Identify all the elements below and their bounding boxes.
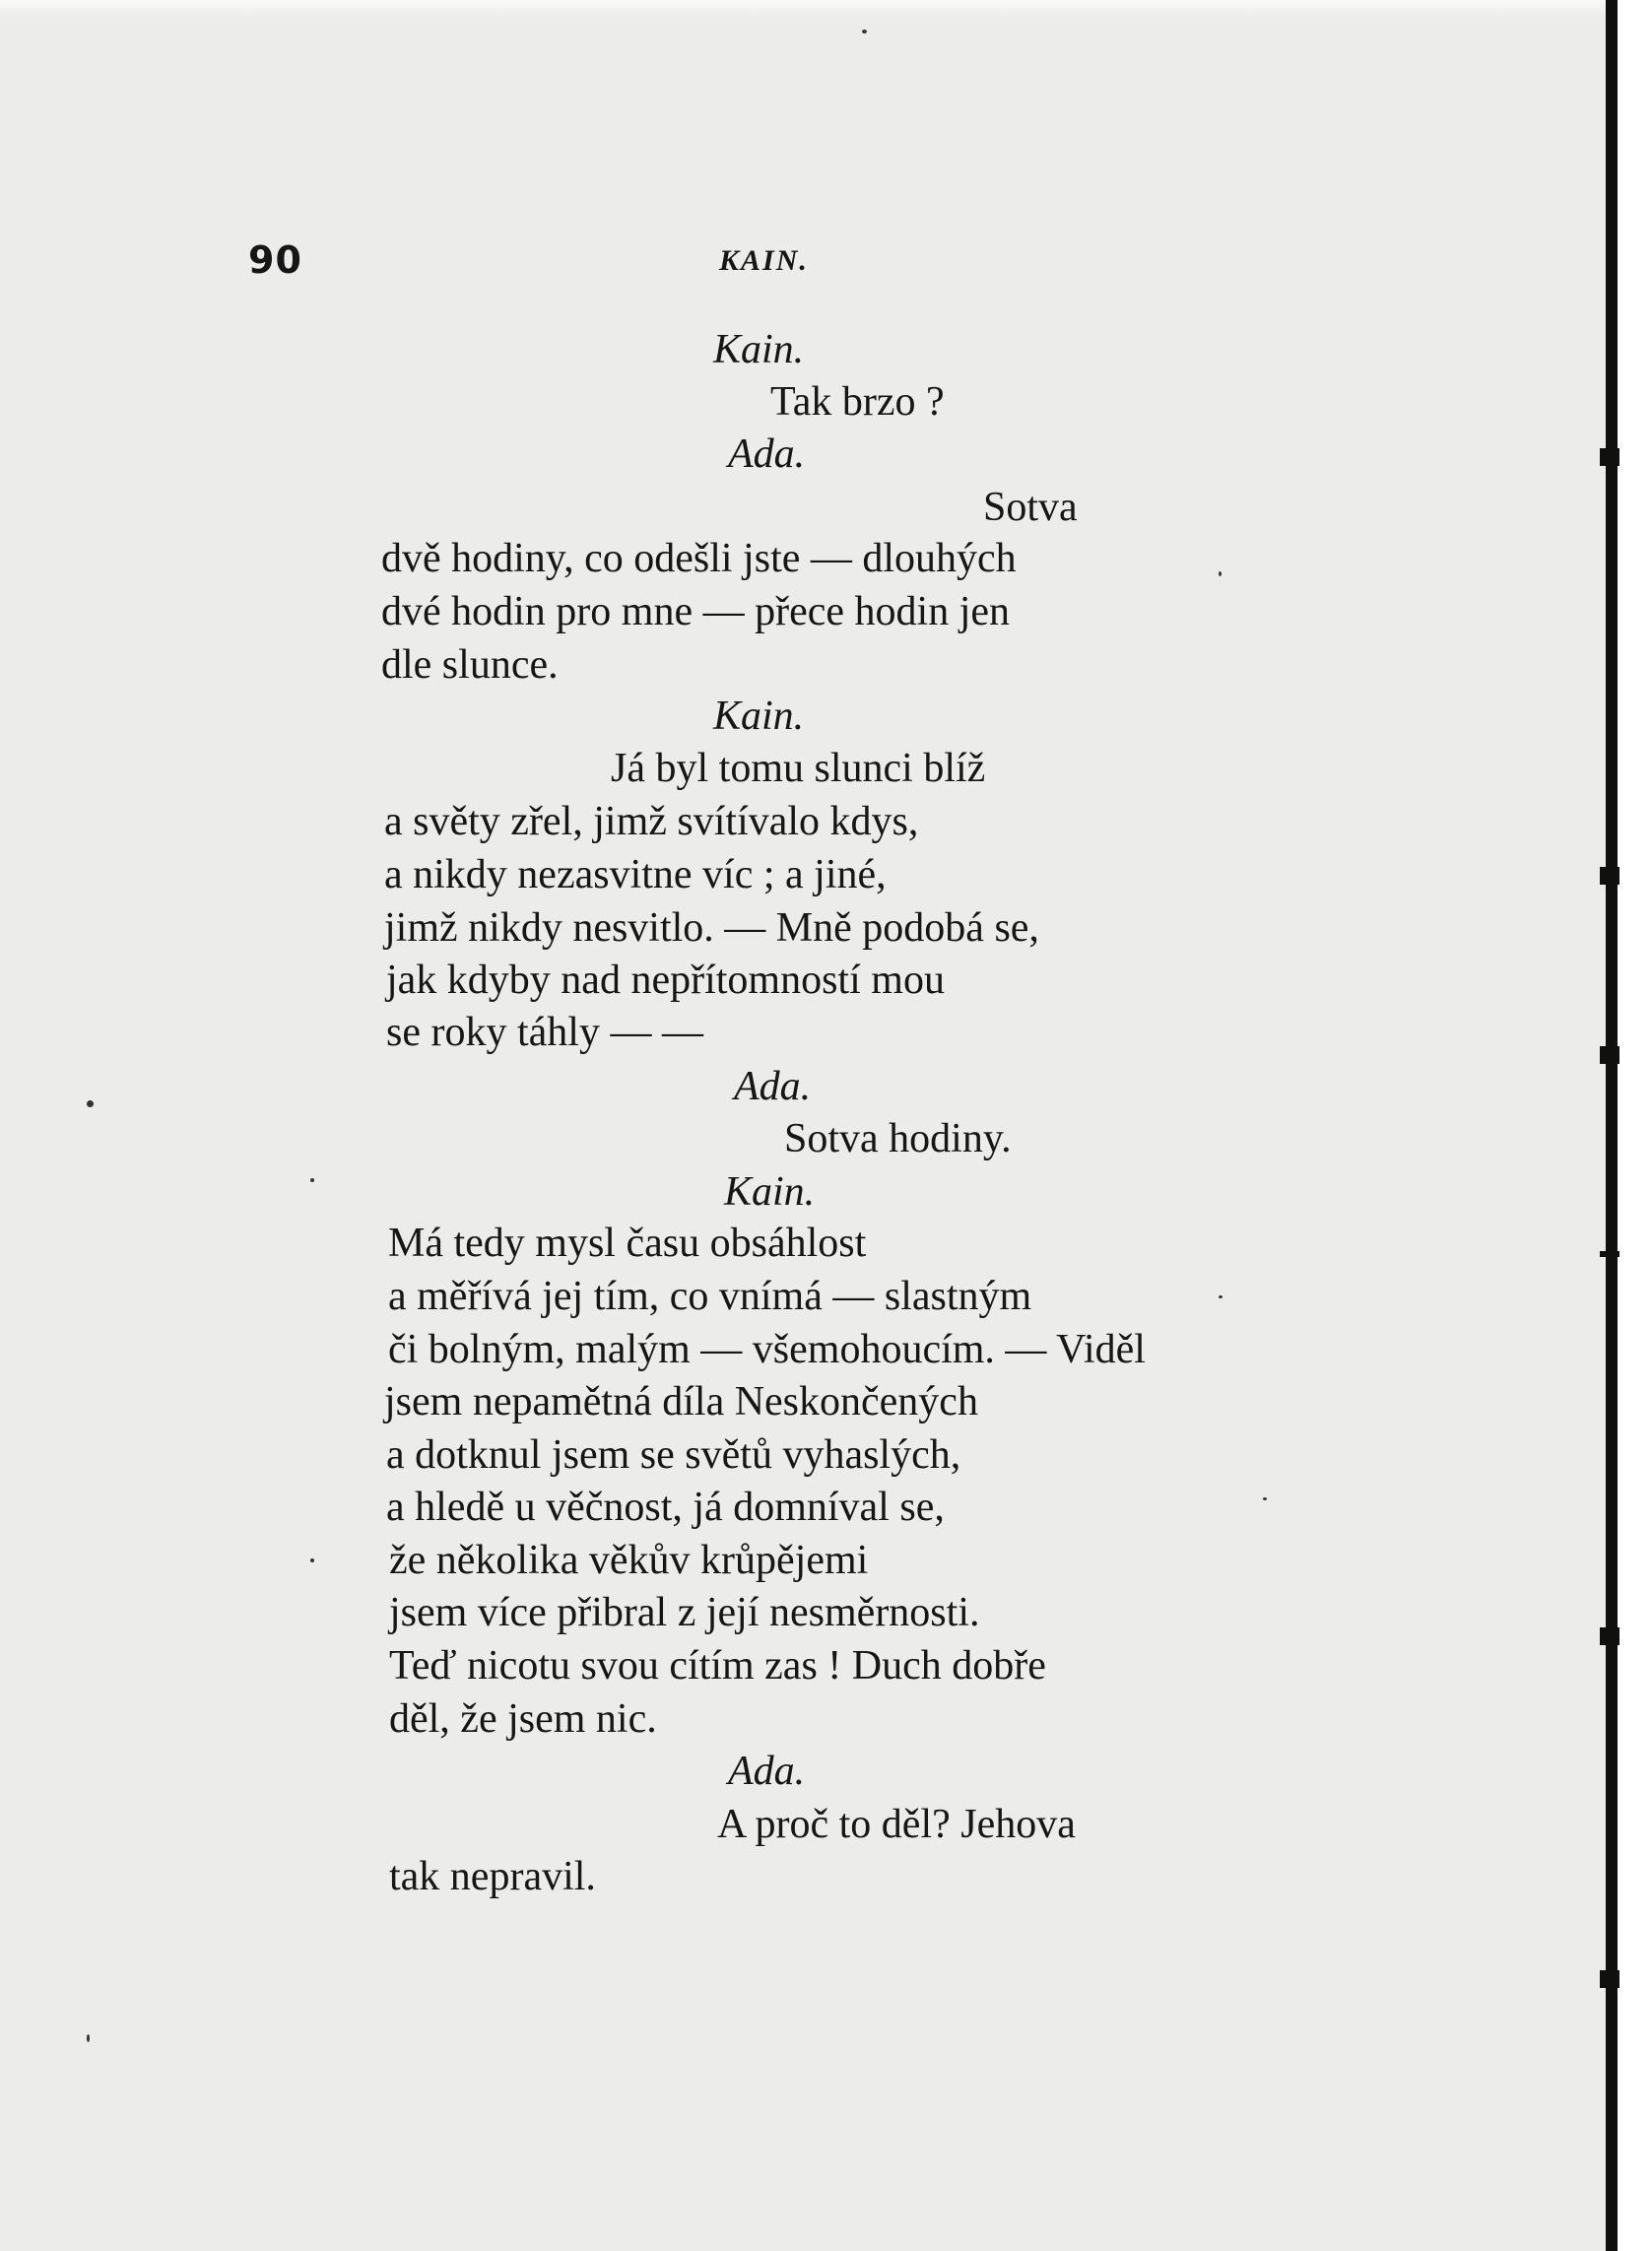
speaker-name: Kain.: [724, 1169, 816, 1215]
page-number: 90: [248, 238, 302, 282]
verse-line: a nikdy nezasvitne víc ; a jiné,: [384, 852, 887, 897]
verse-line: se roky táhly — —: [386, 1010, 703, 1055]
verse-line: jimž nikdy nesvitlo. — Mně podobá se,: [384, 905, 1039, 951]
verse-line: jsem nepamětná díla Neskončených: [384, 1379, 978, 1424]
ink-speck: [1263, 1497, 1267, 1500]
verse-line: tak nepravil.: [389, 1854, 596, 1899]
verse-line: Sotva hodiny.: [784, 1116, 1012, 1161]
page-binding-edge: [1606, 0, 1652, 2251]
verse-line: jsem více přibral z její nesměrnosti.: [389, 1590, 980, 1635]
ink-speck: [310, 1178, 314, 1182]
verse-line: dvé hodin pro mne — přece hodin jen: [381, 589, 1010, 634]
verse-line: či bolným, malým — všemohoucím. — Viděl: [388, 1327, 1146, 1372]
verse-line: a světy zřel, jimž svítívalo kdys,: [384, 799, 919, 844]
verse-line: A proč to děl? Jehova: [717, 1802, 1076, 1847]
verse-line: děl, že jsem nic.: [389, 1696, 657, 1742]
verse-line: a dotknul jsem se světů vyhaslých,: [386, 1432, 961, 1478]
ink-speck: [862, 30, 867, 33]
ink-speck: [310, 1558, 314, 1562]
verse-line: Sotva: [983, 485, 1078, 530]
ink-speck: [1219, 1295, 1222, 1298]
verse-line: dle slunce.: [381, 642, 559, 688]
speaker-name: Ada.: [728, 1749, 806, 1794]
verse-line: a hledě u věčnost, já domníval se,: [386, 1485, 945, 1530]
verse-line: že několika věkův krůpějemi: [389, 1538, 869, 1583]
verse-line: dvě hodiny, co odešli jste — dlouhých: [381, 536, 1017, 581]
speaker-name: Kain.: [713, 327, 805, 372]
verse-line: Já byl tomu slunci blíž: [611, 746, 986, 791]
ink-speck: [87, 2034, 90, 2042]
verse-line: jak kdyby nad nepřítomností mou: [386, 958, 945, 1003]
ink-speck: [87, 1100, 94, 1107]
verse-line: Teď nicotu svou cítím zas ! Duch dobře: [389, 1643, 1046, 1688]
page-top-edge: [0, 0, 1606, 18]
speaker-name: Ada.: [728, 431, 806, 477]
speaker-name: Ada.: [734, 1064, 812, 1109]
verse-line: Tak brzo ?: [770, 379, 945, 425]
running-head: KAIN.: [719, 244, 809, 277]
verse-line: a měřívá jej tím, co vnímá — slastným: [388, 1274, 1032, 1319]
ink-speck: [1219, 571, 1222, 576]
verse-line: Má tedy mysl času obsáhlost: [388, 1221, 867, 1266]
speaker-name: Kain.: [713, 694, 805, 739]
